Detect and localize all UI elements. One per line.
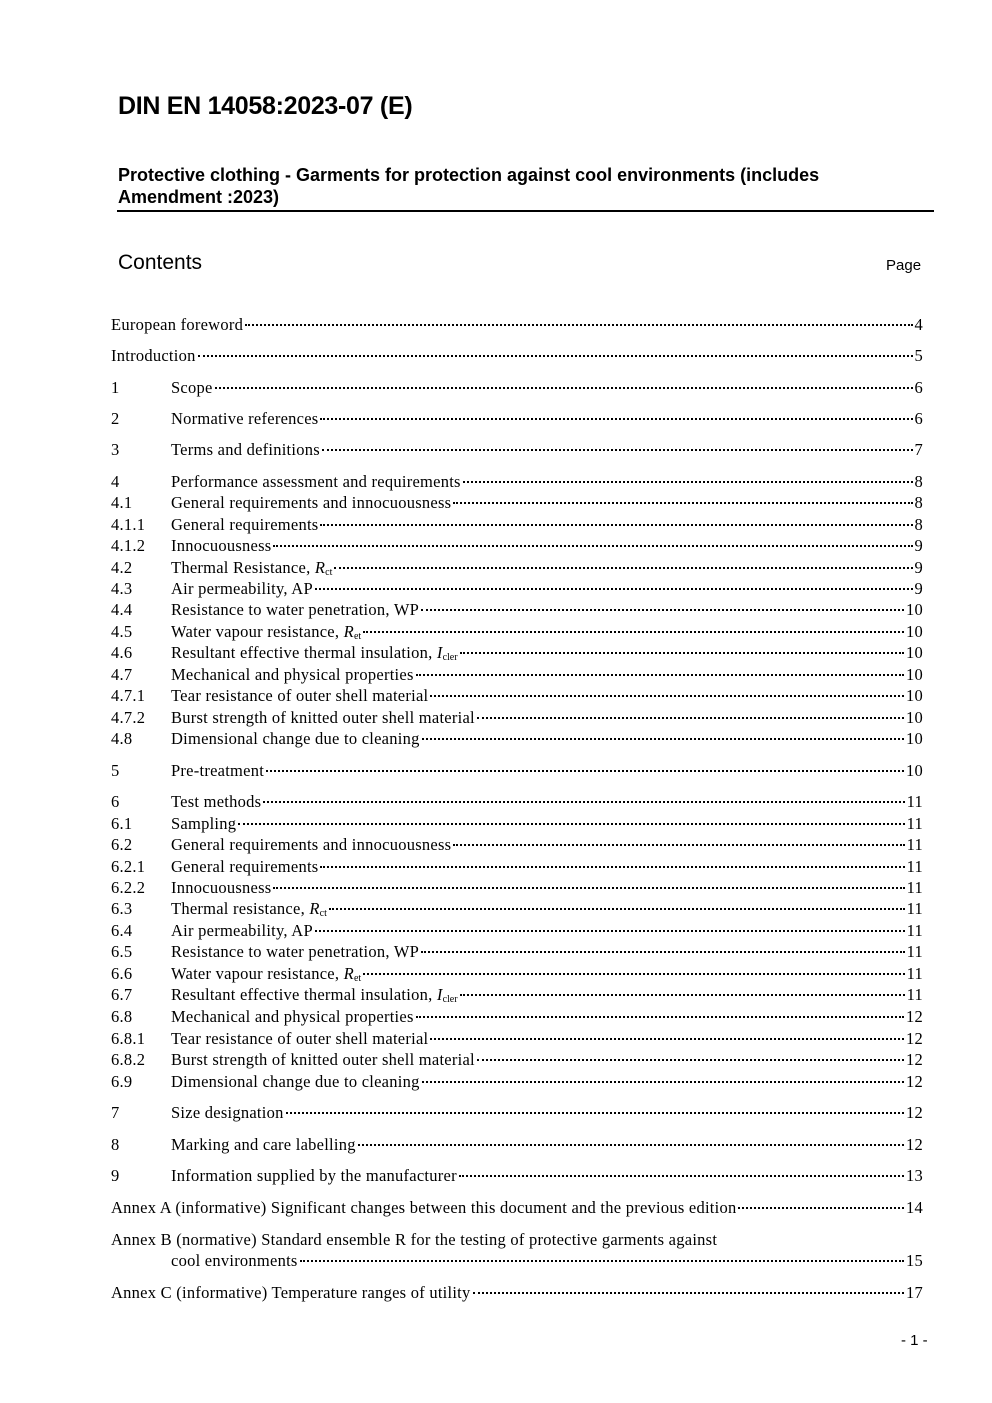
toc-entry-title: Introduction (111, 346, 196, 365)
toc-dot-leader (245, 324, 912, 326)
toc-entry-title: Resultant effective thermal insulation, $I_{cler}$ (171, 643, 458, 663)
toc-entry-number: 6.6 (111, 964, 133, 983)
toc-entry-symbol: R (314, 558, 326, 577)
toc-entry-symbol: I (436, 643, 443, 662)
toc-entry-title: Terms and definitions (171, 440, 320, 459)
toc-entry-page: 4 (914, 315, 923, 334)
toc-entry[interactable] (111, 664, 923, 685)
toc-entry[interactable] (111, 920, 923, 941)
toc-dot-leader (430, 695, 904, 697)
toc-entry-number: 4 (111, 472, 120, 491)
toc-entry[interactable] (111, 963, 923, 984)
toc-entry-continuation[interactable] (111, 1250, 923, 1271)
toc-entry-title: Annex B (normative) Standard ensemble R for the testing of protective garments against (111, 1230, 718, 1249)
toc-entry[interactable] (111, 642, 923, 663)
toc-dot-leader (322, 449, 913, 451)
toc-entry-symbol-subscript: cler (442, 994, 458, 1005)
toc-entry-title: Mechanical and physical properties (171, 1007, 414, 1026)
toc-entry[interactable] (111, 877, 923, 898)
toc-entry-page: 11 (906, 792, 923, 811)
toc-dot-leader (300, 1260, 904, 1262)
toc-entry[interactable] (111, 898, 923, 919)
toc-entry-page: 12 (906, 1135, 923, 1154)
toc-entry[interactable] (111, 578, 923, 599)
toc-entry-number: 4.1 (111, 493, 133, 512)
toc-entry[interactable] (111, 1134, 923, 1155)
toc-dot-leader (315, 930, 905, 932)
toc-entry[interactable] (111, 813, 923, 834)
toc-entry-title: Normative references (171, 409, 319, 428)
toc-entry[interactable] (111, 856, 923, 877)
toc-dot-leader (286, 1112, 904, 1114)
toc-entry[interactable] (111, 1229, 923, 1250)
toc-entry-page: 11 (906, 985, 923, 1004)
toc-entry-page: 5 (914, 346, 923, 365)
toc-dot-leader (334, 567, 912, 569)
toc-entry-page: 10 (906, 600, 923, 619)
toc-entry-page: 11 (906, 942, 923, 961)
title-rule (117, 210, 934, 212)
toc-entry-page: 11 (906, 814, 923, 833)
toc-entry-title: Scope (171, 378, 213, 397)
toc-entry-number: 4.7.2 (111, 708, 146, 727)
toc-entry-number: 4.5 (111, 622, 133, 641)
toc-entry-number: 4.4 (111, 600, 133, 619)
toc-entry[interactable] (111, 514, 923, 535)
toc-dot-leader (453, 844, 904, 846)
toc-entry-title: Air permeability, AP (171, 579, 313, 598)
toc-entry-page: 8 (914, 493, 923, 512)
document-id: DIN EN 14058:2023-07 (E) (118, 92, 413, 120)
toc-entry-number: 6.8 (111, 1007, 133, 1026)
toc-entry-title: Air permeability, AP (171, 921, 313, 940)
toc-entry-number: 4.7 (111, 665, 133, 684)
toc-entry-title: Dimensional change due to cleaning (171, 1072, 420, 1091)
toc-entry-number: 4.8 (111, 729, 133, 748)
toc-entry-page: 10 (906, 686, 923, 705)
toc-dot-leader (430, 1038, 904, 1040)
toc-entry-page: 13 (906, 1166, 923, 1185)
toc-entry-symbol-subscript: cler (442, 652, 458, 663)
toc-entry-symbol: R (309, 899, 320, 918)
toc-entry-title-continuation: cool environments (171, 1251, 298, 1270)
toc-dot-leader (363, 973, 904, 975)
toc-entry-number: 6.2.1 (111, 857, 146, 876)
toc-entry-title: Innocuousness (171, 536, 272, 555)
toc-entry-number: 1 (111, 378, 120, 397)
toc-entry[interactable] (111, 941, 923, 962)
toc-entry[interactable] (111, 439, 923, 460)
toc-dot-leader (477, 1059, 904, 1061)
toc-entry-number: 6.1 (111, 814, 133, 833)
toc-entry[interactable] (111, 314, 923, 335)
toc-entry[interactable] (111, 1006, 923, 1027)
toc-entry-title: Information supplied by the manufacturer (171, 1166, 457, 1185)
toc-entry[interactable] (111, 345, 923, 366)
toc-dot-leader (215, 387, 913, 389)
toc-entry-title: Annex A (informative) Significant changes between this document and the previous edition (111, 1198, 737, 1217)
toc-entry[interactable] (111, 791, 923, 812)
toc-entry-title: Pre-treatment (171, 761, 265, 780)
toc-entry-number: 6 (111, 792, 120, 811)
toc-entry-page: 11 (906, 835, 923, 854)
toc-dot-leader (422, 1081, 904, 1083)
toc-entry-title: General requirements (171, 515, 319, 534)
toc-dot-leader (273, 887, 904, 889)
toc-dot-leader (320, 418, 912, 420)
toc-entry-number: 9 (111, 1166, 120, 1185)
toc-entry-number: 4.1.1 (111, 515, 146, 534)
toc-entry-page: 14 (906, 1198, 923, 1217)
toc-entry-page: 12 (906, 1029, 923, 1048)
toc-entry-page: 10 (906, 665, 923, 684)
toc-dot-leader (738, 1207, 904, 1209)
toc-entry-page: 7 (914, 440, 923, 459)
toc-entry-title: General requirements and innocuousness (171, 835, 452, 854)
toc-entry-number: 2 (111, 409, 120, 428)
toc-entry[interactable] (111, 984, 923, 1005)
toc-entry-number: 6.8.1 (111, 1029, 146, 1048)
toc-dot-leader (422, 738, 904, 740)
toc-entry-page: 10 (906, 729, 923, 748)
toc-entry-title: Resistance to water penetration, WP (171, 942, 420, 961)
toc-dot-leader (363, 631, 904, 633)
toc-entry-page: 9 (914, 579, 923, 598)
toc-entry[interactable] (111, 535, 923, 556)
toc-entry[interactable] (111, 1049, 923, 1070)
toc-dot-leader (463, 481, 913, 483)
toc-entry-title: Thermal resistance, $R_{ct}$ (171, 899, 327, 919)
toc-entry-symbol: R (343, 964, 354, 983)
toc-entry-number: 6.2.2 (111, 878, 146, 897)
toc-dot-leader (263, 801, 904, 803)
toc-entry[interactable] (111, 492, 923, 513)
toc-entry-page: 10 (906, 643, 923, 662)
page-column-heading: Page (886, 257, 922, 274)
contents-heading: Contents (118, 251, 203, 274)
toc-entry-page: 10 (906, 761, 923, 780)
toc-entry-page: 9 (914, 558, 923, 577)
toc-entry-page: 11 (906, 921, 923, 940)
toc-entry-page: 12 (906, 1072, 923, 1091)
toc-entry-number: 7 (111, 1103, 120, 1122)
toc-entry-number: 8 (111, 1135, 120, 1154)
toc-entry-page: 8 (914, 472, 923, 491)
toc-entry-title: General requirements and innocuousness (171, 493, 452, 512)
toc-dot-leader (460, 652, 904, 654)
toc-entry[interactable] (111, 557, 923, 578)
toc-entry-number: 4.7.1 (111, 686, 146, 705)
toc-entry-number: 6.8.2 (111, 1050, 146, 1069)
toc-entry-symbol: R (343, 622, 354, 641)
toc-dot-leader (315, 588, 913, 590)
toc-entry[interactable] (111, 834, 923, 855)
toc-entry-symbol-subscript: et (353, 631, 362, 642)
toc-dot-leader (358, 1144, 904, 1146)
toc-entry[interactable] (111, 728, 923, 749)
toc-entry[interactable] (111, 1071, 923, 1092)
toc-dot-leader (460, 994, 905, 996)
toc-entry-title: Test methods (171, 792, 262, 811)
toc-entry-title: Innocuousness (171, 878, 272, 897)
toc-entry-number: 4.3 (111, 579, 133, 598)
toc-entry-number: 3 (111, 440, 120, 459)
toc-dot-leader (416, 1016, 904, 1018)
footer-page-number: - 1 - (901, 1332, 928, 1349)
toc-entry-symbol-subscript: ct (319, 908, 327, 919)
toc-entry-title: Tear resistance of outer shell material (171, 1029, 429, 1048)
toc-entry-title: General requirements (171, 857, 319, 876)
toc-entry-page: 9 (914, 536, 923, 555)
toc-entry-symbol: I (436, 985, 443, 1004)
toc-entry-page: 15 (906, 1251, 923, 1270)
toc-entry[interactable] (111, 760, 923, 781)
toc-entry-page: 12 (906, 1050, 923, 1069)
toc-entry-page: 12 (906, 1103, 923, 1122)
toc-entry-title: Resultant effective thermal insulation, $I_{cler}$ (171, 985, 458, 1005)
toc-dot-leader (453, 502, 912, 504)
toc-entry[interactable] (111, 1102, 923, 1123)
toc-entry-title: Sampling (171, 814, 237, 833)
toc-dot-leader (266, 770, 904, 772)
toc-entry[interactable] (111, 377, 923, 398)
toc-dot-leader (198, 355, 913, 357)
toc-entry-title: Annex C (informative) Temperature ranges of utility (111, 1283, 471, 1302)
toc-dot-leader (421, 609, 904, 611)
toc-entry-page: 6 (914, 378, 923, 397)
toc-entry[interactable] (111, 1197, 923, 1218)
toc-entry[interactable] (111, 621, 923, 642)
toc-entry-page: 17 (906, 1283, 923, 1302)
toc-entry-page: 11 (906, 857, 923, 876)
toc-dot-leader (320, 524, 912, 526)
toc-entry-symbol-subscript: ct (325, 567, 333, 578)
toc-entry-page: 6 (914, 409, 923, 428)
toc-entry-title: Resistance to water penetration, WP (171, 600, 420, 619)
toc-entry-title: Mechanical and physical properties (171, 665, 414, 684)
toc-entry-number: 4.1.2 (111, 536, 146, 555)
toc-entry[interactable] (111, 707, 923, 728)
toc-entry-title: Water vapour resistance, $R_{et}$ (171, 622, 362, 642)
toc-entry-title: Burst strength of knitted outer shell material (171, 1050, 475, 1069)
toc-entry-page: 11 (906, 899, 923, 918)
toc-entry-number: 5 (111, 761, 120, 780)
toc-entry-title: Marking and care labelling (171, 1135, 356, 1154)
toc-entry[interactable] (111, 471, 923, 492)
toc-entry-title: Water vapour resistance, $R_{et}$ (171, 964, 362, 984)
toc-dot-leader (421, 951, 905, 953)
toc-entry-page: 8 (914, 515, 923, 534)
toc-entry-number: 4.6 (111, 643, 133, 662)
toc-entry[interactable] (111, 408, 923, 429)
toc-entry-title: Tear resistance of outer shell material (171, 686, 429, 705)
toc-dot-leader (238, 823, 904, 825)
toc-entry-number: 6.4 (111, 921, 133, 940)
toc-dot-leader (273, 545, 912, 547)
toc-entry[interactable] (111, 1282, 923, 1303)
toc-dot-leader (477, 717, 904, 719)
toc-entry-title: Size designation (171, 1103, 284, 1122)
toc-entry[interactable] (111, 685, 923, 706)
toc-dot-leader (459, 1175, 904, 1177)
toc-entry-page: 12 (906, 1007, 923, 1026)
toc-entry-page: 10 (906, 622, 923, 641)
toc-entry-symbol-subscript: et (353, 973, 362, 984)
toc-entry-number: 6.9 (111, 1072, 133, 1091)
toc-entry-number: 6.5 (111, 942, 133, 961)
toc-dot-leader (473, 1292, 904, 1294)
toc-entry-title: Thermal Resistance, $R_{ct}$ (171, 558, 333, 578)
toc-entry[interactable] (111, 1028, 923, 1049)
toc-entry-title: European foreword (111, 315, 244, 334)
toc-entry-number: 6.3 (111, 899, 133, 918)
toc-entry-page: 10 (906, 708, 923, 727)
toc-dot-leader (329, 908, 905, 910)
toc-entry-number: 4.2 (111, 558, 133, 577)
toc-entry-title: Burst strength of knitted outer shell material (171, 708, 475, 727)
toc-dot-leader (320, 866, 904, 868)
toc-entry-number: 6.2 (111, 835, 133, 854)
toc-entry-title: Performance assessment and requirements (171, 472, 461, 491)
toc-entry-page: 11 (906, 878, 923, 897)
toc-entry-number: 6.7 (111, 985, 133, 1004)
toc-entry[interactable] (111, 1165, 923, 1186)
toc-dot-leader (416, 674, 904, 676)
toc-entry-page: 11 (906, 964, 923, 983)
toc-entry[interactable] (111, 599, 923, 620)
document-title: Protective clothing - Garments for protection against cool environments (includes Amendment :2023) (118, 165, 820, 207)
toc-entry-title: Dimensional change due to cleaning (171, 729, 420, 748)
